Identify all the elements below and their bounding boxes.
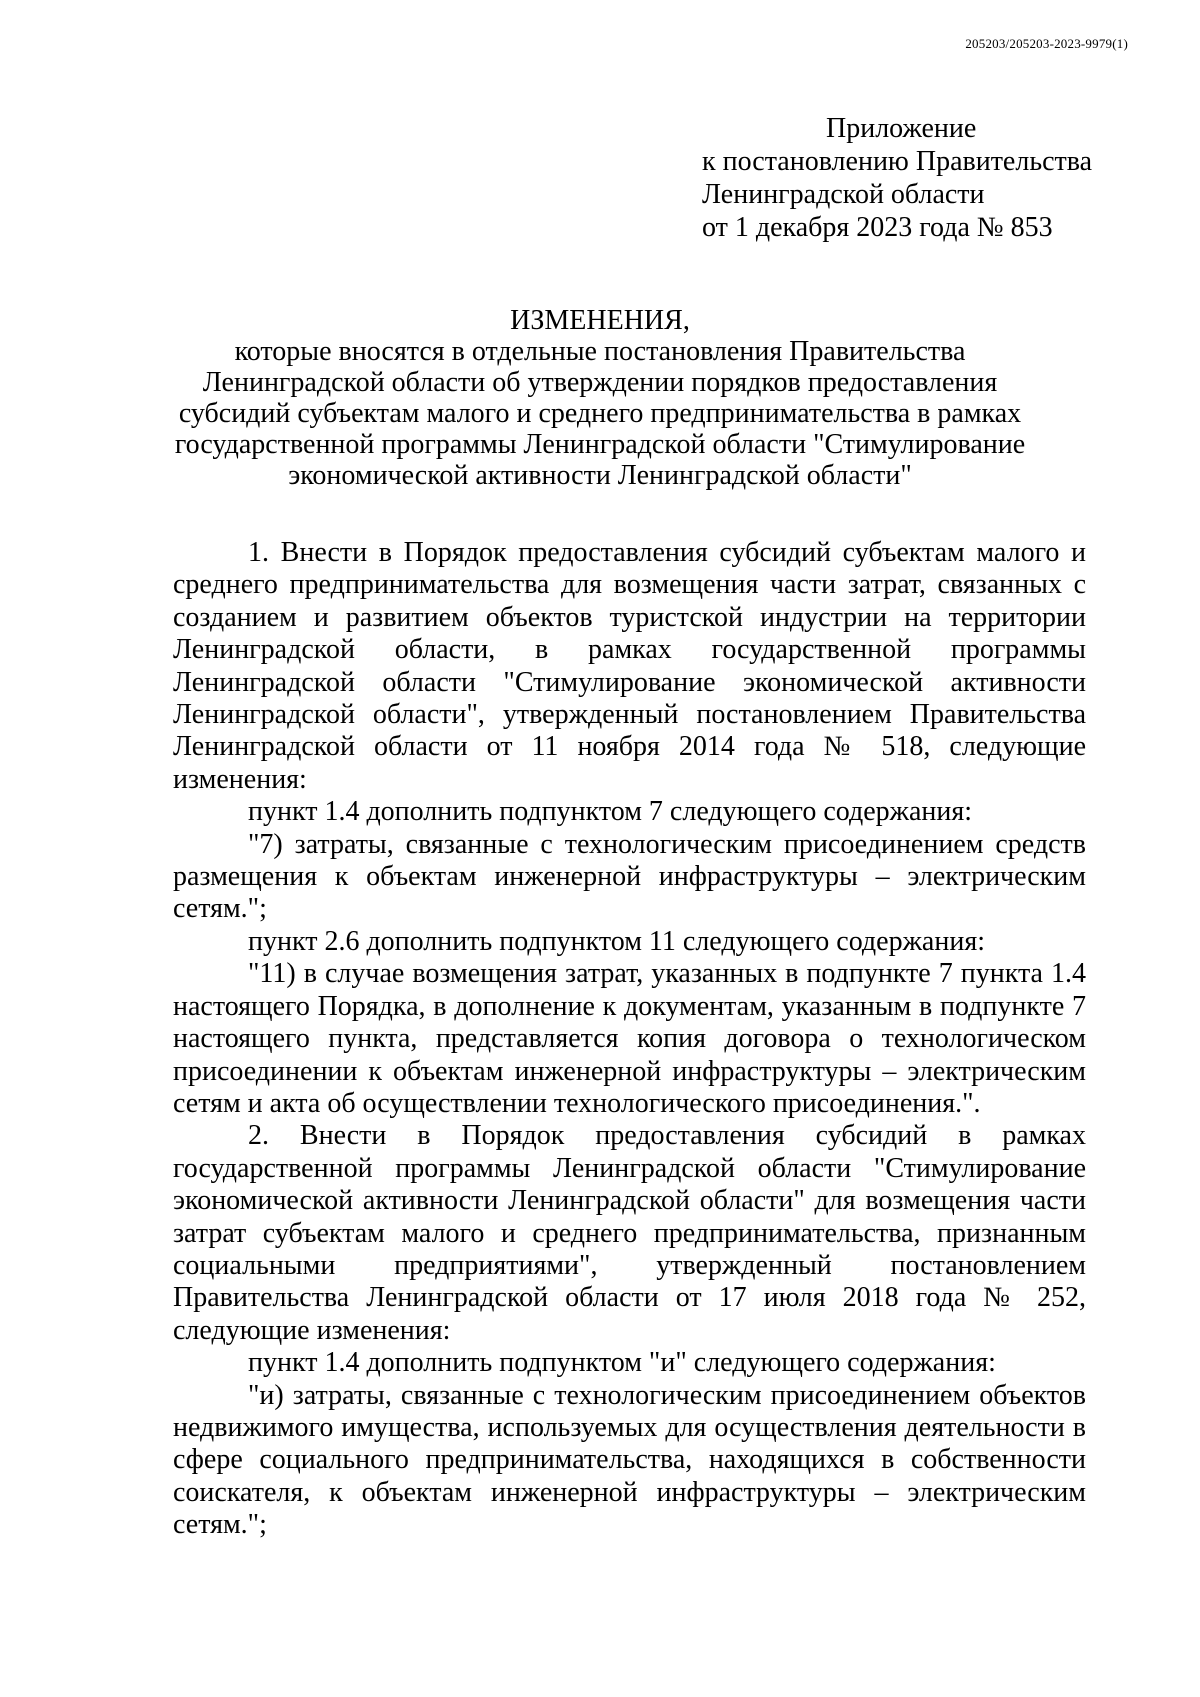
document-number: 205203/205203-2023-9979(1)	[965, 36, 1128, 51]
paragraph-6: 2. Внести в Порядок предоставления субсидий в рамках государственной программы Ленинградской области "Стимулирование экономической активности Ленинградской области" для возмещения части затрат субъектам малого и среднего предпринимательства, признанным социальными предприятиями", утвержденный постановлением Правительства Ленинградской области от 17 июля 2018 года № 252, следующие изменения:	[173, 1120, 1086, 1346]
appendix-line-3: Ленинградской области	[702, 179, 985, 210]
paragraph-8: "и) затраты, связанные с технологическим присоединением объектов недвижимого имущества, используемых для осуществления деятельности в сфере социального предпринимательства, находящихся в собственности соискателя, к объектам инженерной инфраструктуры – электрическим сетям.";	[173, 1379, 1086, 1541]
title-heading: ИЗМЕНЕНИЯ,	[510, 305, 690, 336]
paragraph-1: 1. Внести в Порядок предоставления субсидий субъектам малого и среднего предпринимательства для возмещения части затрат, связанных с созданием и развитием объектов туристской индустрии на территории Ленинградской области, в рамках государственной программы Ленинградской области "Стимулирование экономической активности Ленинградской области", утвержденный постановлением Правительства Ленинградской области от 11 ноября 2014 года № 518, следующие изменения:	[173, 537, 1086, 795]
paragraph-4: пункт 2.6 дополнить подпунктом 11 следующего содержания:	[248, 925, 985, 957]
paragraph-2: пункт 1.4 дополнить подпунктом 7 следующего содержания:	[248, 796, 973, 828]
appendix-block	[702, 112, 1142, 244]
paragraph-3: "7) затраты, связанные с технологическим присоединением средств размещения к объектам инженерной инфраструктуры – электрическим сетям.";	[173, 828, 1086, 925]
document-title	[150, 305, 1050, 491]
title-line-1: которые вносятся в отдельные постановления Правительства	[234, 336, 966, 367]
paragraph-7: пункт 1.4 дополнить подпунктом "и" следующего содержания:	[248, 1347, 996, 1379]
title-line-2: Ленинградской области об утверждении порядков предоставления	[202, 367, 998, 398]
appendix-line-1: Приложение	[826, 113, 977, 144]
appendix-line-4: от 1 декабря 2023 года № 853	[702, 212, 1053, 243]
title-line-4: государственной программы Ленинградской области "Стимулирование	[174, 429, 1026, 460]
title-line-5: экономической активности Ленинградской области"	[288, 460, 912, 491]
paragraph-5: "11) в случае возмещения затрат, указанных в подпункте 7 пункта 1.4 настоящего Порядка, в дополнение к документам, указанным в подпункте 7 настоящего пункта, представляется копия договора о технологическом присоединении к объектам инженерной инфраструктуры – электрическим сетям и акта об осуществлении технологического присоединения.".	[173, 958, 1086, 1119]
document-body	[173, 537, 1086, 1542]
title-line-3: субсидий субъектам малого и среднего предпринимательства в рамках	[178, 398, 1022, 429]
appendix-line-2: к постановлению Правительства	[702, 146, 1093, 177]
